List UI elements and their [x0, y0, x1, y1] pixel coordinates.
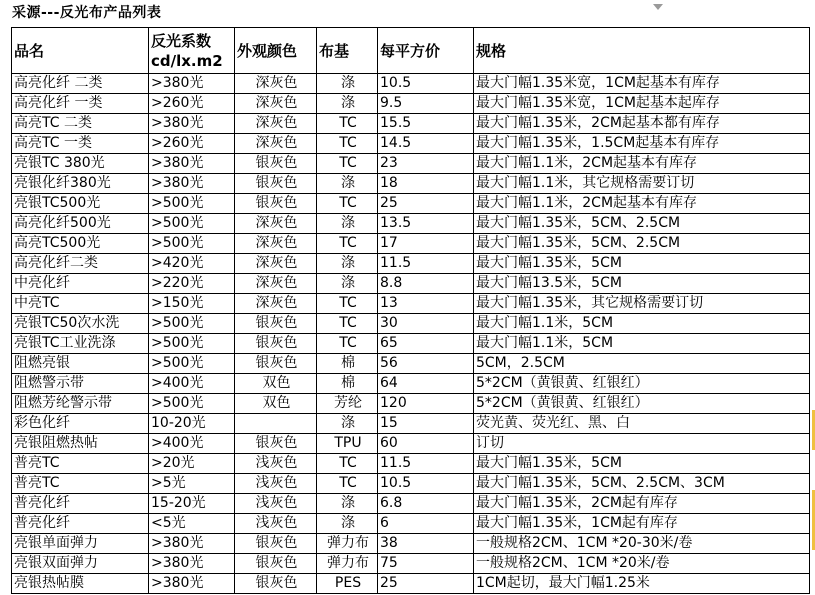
price-cell: 9.5 [378, 94, 474, 114]
name-cell: 亮银阻燃热帖 [12, 434, 149, 454]
reflect-cell: 10-20光 [149, 414, 235, 434]
spec-cell: 最大门幅1.35米宽，1CM起基本起库存 [474, 94, 810, 114]
spec-cell: 最大门幅1.1米，2CM起基本有库存 [474, 194, 810, 214]
table-row [12, 554, 810, 574]
color-cell: 银灰色 [235, 174, 317, 194]
color-cell: 深灰色 [235, 94, 317, 114]
name-cell: 高亮化纤二类 [12, 254, 149, 274]
price-cell: 38 [378, 534, 474, 554]
base-cell: 弹力布 [317, 554, 378, 574]
reflect-cell: >500光 [149, 394, 235, 414]
price-cell: 30 [378, 314, 474, 334]
base-cell: 涤 [317, 514, 378, 534]
reflect-cell: >260光 [149, 134, 235, 154]
base-cell: PES [317, 574, 378, 594]
name-cell: 普亮TC [12, 474, 149, 494]
color-cell: 浅灰色 [235, 514, 317, 534]
table-row [12, 294, 810, 314]
reflect-cell: >380光 [149, 114, 235, 134]
base-cell: TC [317, 114, 378, 134]
color-cell: 银灰色 [235, 154, 317, 174]
name-cell: 亮银TC工业洗涤 [12, 334, 149, 354]
base-cell: 弹力布 [317, 534, 378, 554]
name-cell: 亮银TC500光 [12, 194, 149, 214]
color-cell: 深灰色 [235, 274, 317, 294]
table-row [12, 274, 810, 294]
price-cell: 23 [378, 154, 474, 174]
name-cell: 阻燃亮银 [12, 354, 149, 374]
table-row [12, 114, 810, 134]
base-cell: TC [317, 314, 378, 334]
reflect-cell: >500光 [149, 314, 235, 334]
header-reflect-unit: cd/lx.m2 [151, 51, 223, 70]
header-reflect-label: 反光系数 [151, 31, 212, 50]
price-cell: 15.5 [378, 114, 474, 134]
price-cell: 56 [378, 354, 474, 374]
price-cell: 13.5 [378, 214, 474, 234]
price-cell: 18 [378, 174, 474, 194]
price-cell: 15 [378, 414, 474, 434]
spec-cell: 最大门幅1.35米，2CM起基本都有库存 [474, 114, 810, 134]
color-cell: 深灰色 [235, 254, 317, 274]
header-spec: 规格 [474, 28, 810, 74]
name-cell: 高亮TC 二类 [12, 114, 149, 134]
table-row [12, 314, 810, 334]
table-row [12, 354, 810, 374]
spec-cell: 最大门幅1.35米，5CM、2.5CM、3CM [474, 474, 810, 494]
color-cell: 深灰色 [235, 234, 317, 254]
header-fabric-base: 布基 [317, 28, 378, 74]
name-cell: 高亮化纤 一类 [12, 94, 149, 114]
spec-cell: 最大门幅1.35米，5CM、2.5CM [474, 234, 810, 254]
chevron-down-icon[interactable] [653, 4, 663, 10]
table-row [12, 494, 810, 514]
spec-cell: 最大门幅1.1米，其它规格需要订切 [474, 174, 810, 194]
color-cell: 深灰色 [235, 74, 317, 94]
base-cell: 涤 [317, 414, 378, 434]
base-cell: 涤 [317, 274, 378, 294]
reflect-cell: >380光 [149, 574, 235, 594]
price-cell: 10.5 [378, 74, 474, 94]
price-cell: 14.5 [378, 134, 474, 154]
spec-cell: 最大门幅1.35米宽，1CM起基本有库存 [474, 74, 810, 94]
color-cell: 银灰色 [235, 534, 317, 554]
color-cell: 深灰色 [235, 294, 317, 314]
price-cell: 120 [378, 394, 474, 414]
name-cell: 中亮TC [12, 294, 149, 314]
color-cell: 银灰色 [235, 354, 317, 374]
color-cell: 双色 [235, 394, 317, 414]
reflect-cell: 15-20光 [149, 494, 235, 514]
spec-cell: 5*2CM（黄银黄、红银红） [474, 374, 810, 394]
reflect-cell: <5光 [149, 514, 235, 534]
name-cell: 亮银单面弹力 [12, 534, 149, 554]
spec-cell: 一般规格2CM、1CM *20-30米/卷 [474, 534, 810, 554]
table-row [12, 454, 810, 474]
spec-cell: 最大门幅1.1米，5CM [474, 314, 810, 334]
spec-cell: 最大门幅1.35米，2CM起有库存 [474, 494, 810, 514]
color-cell: 银灰色 [235, 574, 317, 594]
reflect-cell: >380光 [149, 154, 235, 174]
reflect-cell: >260光 [149, 94, 235, 114]
reflect-cell: >400光 [149, 434, 235, 454]
header-price: 每平方价 [378, 28, 474, 74]
header-reflect-coefficient [149, 28, 235, 74]
header-color: 外观颜色 [235, 28, 317, 74]
product-table [11, 27, 810, 594]
color-cell: 浅灰色 [235, 474, 317, 494]
base-cell: TC [317, 474, 378, 494]
price-cell: 6.8 [378, 494, 474, 514]
price-cell: 64 [378, 374, 474, 394]
reflect-cell: >380光 [149, 534, 235, 554]
spec-cell: 最大门幅1.35米，5CM、2.5CM [474, 214, 810, 234]
spec-cell: 5CM，2.5CM [474, 354, 810, 374]
reflect-cell: >500光 [149, 234, 235, 254]
price-cell: 17 [378, 234, 474, 254]
color-cell: 浅灰色 [235, 494, 317, 514]
reflect-cell: >150光 [149, 294, 235, 314]
spec-cell: 最大门幅13.5米，5CM [474, 274, 810, 294]
name-cell: 亮银双面弹力 [12, 554, 149, 574]
table-row [12, 374, 810, 394]
price-cell: 11.5 [378, 454, 474, 474]
base-cell: 涤 [317, 214, 378, 234]
spec-cell: 最大门幅1.35米，5CM [474, 254, 810, 274]
header-row [12, 28, 810, 74]
spec-cell: 1CM起切，最大门幅1.25米 [474, 574, 810, 594]
reflect-cell: >220光 [149, 274, 235, 294]
base-cell: TC [317, 154, 378, 174]
name-cell: 亮银TC 380光 [12, 154, 149, 174]
spec-cell: 荧光黄、荧光红、黑、白 [474, 414, 810, 434]
table-row [12, 434, 810, 454]
table-row [12, 474, 810, 494]
reflect-cell: >500光 [149, 334, 235, 354]
price-cell: 13 [378, 294, 474, 314]
base-cell: 棉 [317, 374, 378, 394]
table-row [12, 174, 810, 194]
color-cell [235, 414, 317, 434]
base-cell: 涤 [317, 494, 378, 514]
color-cell: 银灰色 [235, 314, 317, 334]
color-cell: 深灰色 [235, 134, 317, 154]
spec-cell: 最大门幅1.1米，5CM [474, 334, 810, 354]
name-cell: 高亮化纤500光 [12, 214, 149, 234]
name-cell: 高亮TC500光 [12, 234, 149, 254]
table-row [12, 394, 810, 414]
table-row [12, 94, 810, 114]
base-cell: 涤 [317, 174, 378, 194]
name-cell: 普亮化纤 [12, 494, 149, 514]
base-cell: TC [317, 134, 378, 154]
price-cell: 75 [378, 554, 474, 574]
table-row [12, 214, 810, 234]
color-cell: 深灰色 [235, 114, 317, 134]
table-row [12, 534, 810, 554]
base-cell: 芳纶 [317, 394, 378, 414]
name-cell: 彩色化纤 [12, 414, 149, 434]
price-cell: 60 [378, 434, 474, 454]
header-product-name: 品名 [12, 28, 149, 74]
color-cell: 双色 [235, 374, 317, 394]
table-row [12, 414, 810, 434]
color-cell: 浅灰色 [235, 454, 317, 474]
base-cell: TPU [317, 434, 378, 454]
table-row [12, 154, 810, 174]
reflect-cell: >380光 [149, 554, 235, 574]
color-cell: 银灰色 [235, 334, 317, 354]
name-cell: 阻燃芳纶警示带 [12, 394, 149, 414]
table-row [12, 254, 810, 274]
base-cell: TC [317, 294, 378, 314]
base-cell: 涤 [317, 74, 378, 94]
color-cell: 银灰色 [235, 434, 317, 454]
name-cell: 高亮TC 一类 [12, 134, 149, 154]
spec-cell: 最大门幅1.35米，1CM起有库存 [474, 514, 810, 534]
price-cell: 8.8 [378, 274, 474, 294]
name-cell: 亮银TC50次水洗 [12, 314, 149, 334]
reflect-cell: >500光 [149, 194, 235, 214]
spec-cell: 最大门幅1.1米，2CM起基本有库存 [474, 154, 810, 174]
base-cell: 涤 [317, 94, 378, 114]
color-cell: 银灰色 [235, 554, 317, 574]
price-cell: 6 [378, 514, 474, 534]
name-cell: 亮银热帖膜 [12, 574, 149, 594]
price-cell: 11.5 [378, 254, 474, 274]
name-cell: 高亮化纤 二类 [12, 74, 149, 94]
name-cell: 普亮化纤 [12, 514, 149, 534]
spec-cell: 最大门幅1.35米，其它规格需要订切 [474, 294, 810, 314]
name-cell: 亮银化纤380光 [12, 174, 149, 194]
table-row [12, 234, 810, 254]
price-cell: 25 [378, 574, 474, 594]
reflect-cell: >400光 [149, 374, 235, 394]
table-row [12, 334, 810, 354]
name-cell: 普亮TC [12, 454, 149, 474]
price-cell: 25 [378, 194, 474, 214]
table-row [12, 134, 810, 154]
base-cell: 棉 [317, 354, 378, 374]
base-cell: TC [317, 194, 378, 214]
base-cell: 涤 [317, 254, 378, 274]
table-row [12, 574, 810, 594]
spec-cell: 一般规格2CM、1CM *20米/卷 [474, 554, 810, 574]
name-cell: 阻燃警示带 [12, 374, 149, 394]
base-cell: TC [317, 234, 378, 254]
reflect-cell: >380光 [149, 74, 235, 94]
price-cell: 10.5 [378, 474, 474, 494]
spec-cell: 订切 [474, 434, 810, 454]
reflect-cell: >420光 [149, 254, 235, 274]
sheet-title: 采源---反光布产品列表 [12, 5, 162, 21]
price-cell: 65 [378, 334, 474, 354]
reflect-cell: >5光 [149, 474, 235, 494]
spec-cell: 最大门幅1.35米，1.5CM起基本有库存 [474, 134, 810, 154]
color-cell: 银灰色 [235, 194, 317, 214]
reflect-cell: >500光 [149, 214, 235, 234]
reflect-cell: >20光 [149, 454, 235, 474]
spec-cell: 5*2CM（黄银黄、红银红） [474, 394, 810, 414]
reflect-cell: >500光 [149, 354, 235, 374]
reflect-cell: >380光 [149, 174, 235, 194]
table-row [12, 514, 810, 534]
table-row [12, 74, 810, 94]
name-cell: 中亮化纤 [12, 274, 149, 294]
base-cell: TC [317, 454, 378, 474]
color-cell: 深灰色 [235, 214, 317, 234]
base-cell: TC [317, 334, 378, 354]
spec-cell: 最大门幅1.35米，5CM [474, 454, 810, 474]
table-row [12, 194, 810, 214]
